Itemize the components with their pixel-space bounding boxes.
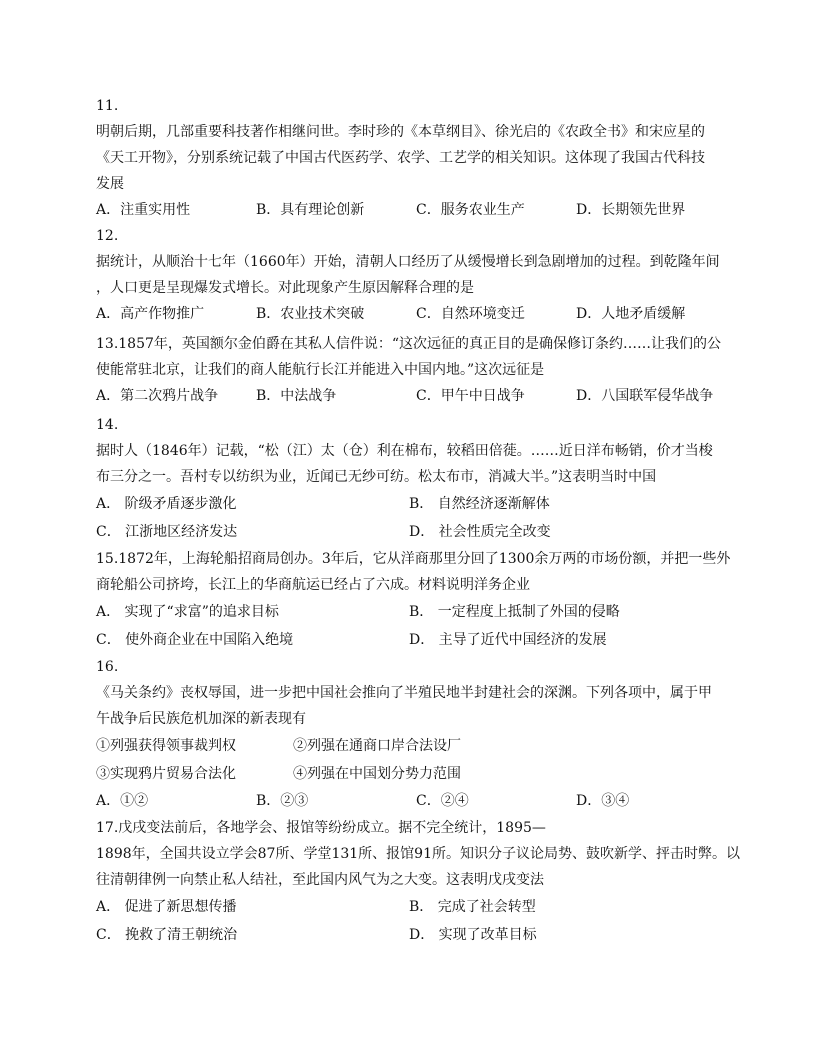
option-d[interactable]: D． 实现了改革目标 xyxy=(409,927,537,943)
options-row xyxy=(96,383,736,409)
question-12 xyxy=(96,223,736,327)
options-row xyxy=(96,490,736,518)
question-13 xyxy=(96,331,736,409)
question-number: 12. xyxy=(96,228,119,244)
question-stem-line: 据统计，从顺治十七年（1660年）开始，清朝人口经历了从缓慢增长到急剧增加的过程。到乾隆年间 xyxy=(96,254,720,270)
option-d[interactable]: D． 社会性质完全改变 xyxy=(409,524,551,540)
option-a[interactable]: A． 促进了新思想传播 xyxy=(96,899,237,915)
options-row xyxy=(96,788,736,814)
question-stem-line: 17.戊戌变法前后，各地学会、报馆等纷纷成立。据不完全统计，1895— xyxy=(96,820,546,836)
question-stem-line: 商轮船公司挤垮，长江上的华商航运已经占了六成。材料说明洋务企业 xyxy=(96,577,530,593)
question-11 xyxy=(96,93,736,223)
question-stem-line: 15.1872年，上海轮船招商局创办。3年后，它从洋商那里分回了1300余万两的市场份额，并把一些外 xyxy=(96,551,731,567)
option-d[interactable]: D．长期领先世界 xyxy=(576,202,686,218)
option-d[interactable]: D． 主导了近代中国经济的发展 xyxy=(409,632,607,648)
question-number: 14. xyxy=(96,417,119,433)
statement-item: ④列强在中国划分势力范围 xyxy=(293,766,461,782)
option-c[interactable]: C．服务农业生产 xyxy=(416,202,525,218)
statement-item: ②列强在通商口岸合法设厂 xyxy=(293,738,461,754)
option-a[interactable]: A． 阶级矛盾逐步激化 xyxy=(96,496,237,512)
question-number: 16. xyxy=(96,659,119,675)
question-16 xyxy=(96,654,736,814)
options-row xyxy=(96,598,736,626)
option-b[interactable]: B．农业技术突破 xyxy=(256,306,365,322)
option-c[interactable]: C． 挽救了清王朝统治 xyxy=(96,927,238,943)
option-b[interactable]: B．具有理论创新 xyxy=(256,202,365,218)
options-row xyxy=(96,893,736,921)
option-b[interactable]: B．②③ xyxy=(256,793,309,809)
option-c[interactable]: C．甲午中日战争 xyxy=(416,388,525,404)
question-15 xyxy=(96,546,736,654)
option-c[interactable]: C．自然环境变迁 xyxy=(416,306,525,322)
options-row xyxy=(96,301,736,327)
statement-row xyxy=(96,732,736,760)
options-row xyxy=(96,197,736,223)
question-17 xyxy=(96,815,740,949)
option-c[interactable]: C．②④ xyxy=(416,793,469,809)
option-d[interactable]: D．人地矛盾缓解 xyxy=(576,306,686,322)
option-a[interactable]: A．注重实用性 xyxy=(96,202,191,218)
question-stem-line: 13.1857年，英国额尔金伯爵在其私人信件说：“这次远征的真正目的是确保修订条约……让我们的公 xyxy=(96,336,722,352)
question-stem-line: 布三分之一。吾村专以纺织为业，近闻已无纱可纺。松太布市，消减大半。”这表明当时中国 xyxy=(96,469,657,485)
question-stem-line: 《马关条约》丧权辱国，进一步把中国社会推向了半殖民地半封建社会的深渊。下列各项中，属于甲 xyxy=(96,685,712,701)
option-d[interactable]: D．③④ xyxy=(576,793,630,809)
option-b[interactable]: B． 完成了社会转型 xyxy=(409,899,536,915)
option-c[interactable]: C． 使外商企业在中国陷入绝境 xyxy=(96,632,294,648)
options-row xyxy=(96,518,736,546)
option-c[interactable]: C． 江浙地区经济发达 xyxy=(96,524,238,540)
question-stem-line: 《天工开物》，分别系统记载了中国古代医药学、农学、工艺学的相关知识。这体现了我国古代科技 xyxy=(96,150,705,166)
question-stem-line: 1898年，全国共设立学会87所、学堂131所、报馆91所。知识分子议论局势、鼓吹新学、抨击时弊。以 xyxy=(96,846,740,862)
option-b[interactable]: B．中法战争 xyxy=(256,388,337,404)
question-stem-line: 使能常驻北京，让我们的商人能航行长江并能进入中国内地。”这次远征是 xyxy=(96,362,545,378)
options-row xyxy=(96,921,736,949)
question-stem-line: 往清朝律例一向禁止私人结社，至此国内风气为之大变。这表明戊戌变法 xyxy=(96,872,544,888)
statement-row xyxy=(96,760,736,788)
question-stem-line: 明朝后期，几部重要科技著作相继问世。李时珍的《本草纲目》、徐光启的《农政全书》和宋应星的 xyxy=(96,124,705,140)
option-b[interactable]: B． 一定程度上抵制了外国的侵略 xyxy=(409,604,620,620)
question-stem-line: ，人口更是呈现爆发式增长。对此现象产生原因解释合理的是 xyxy=(96,280,474,296)
option-b[interactable]: B． 自然经济逐渐解体 xyxy=(409,496,550,512)
option-a[interactable]: A． 实现了“求富”的追求目标 xyxy=(96,604,279,620)
question-number: 11. xyxy=(96,98,119,114)
statement-item: ③实现鸦片贸易合法化 xyxy=(96,766,236,782)
option-a[interactable]: A．①② xyxy=(96,793,149,809)
option-a[interactable]: A．第二次鸦片战争 xyxy=(96,388,219,404)
option-d[interactable]: D．八国联军侵华战争 xyxy=(576,388,714,404)
question-stem-line: 据时人（1846年）记载，“松（江）太（仓）利在棉布，较稻田倍蓰。……近日洋布畅销，价才当梭 xyxy=(96,443,713,459)
question-stem-line: 午战争后民族危机加深的新表现有 xyxy=(96,711,306,727)
statement-item: ①列强获得领事裁判权 xyxy=(96,738,236,754)
options-row xyxy=(96,626,736,654)
question-stem-line: 发展 xyxy=(96,176,124,192)
option-a[interactable]: A．高产作物推广 xyxy=(96,306,205,322)
question-14 xyxy=(96,412,736,546)
